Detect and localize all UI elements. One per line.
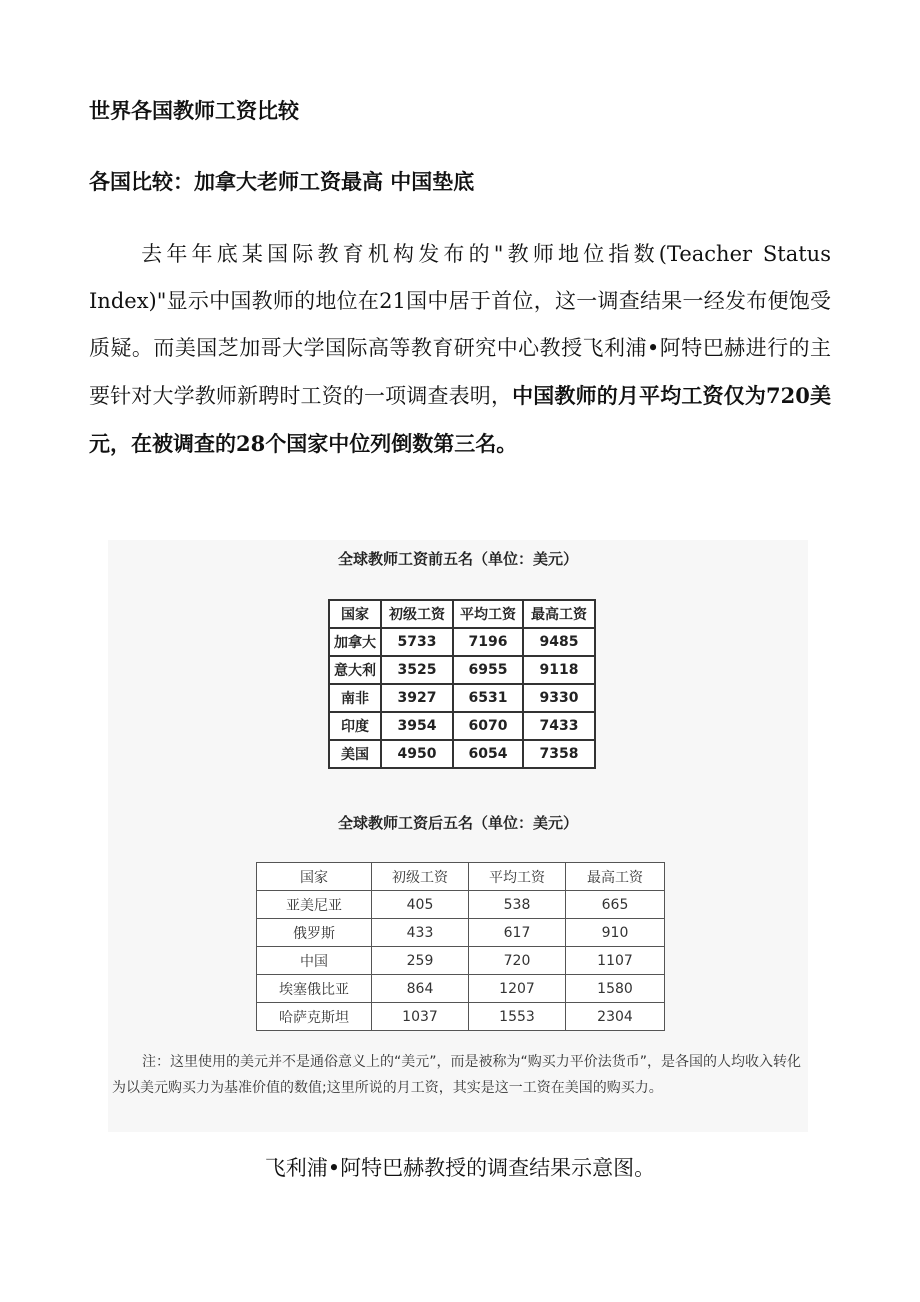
table-cell: 哈萨克斯坦 [257,1003,372,1031]
table-cell: 864 [372,975,469,1003]
table-cell: 9485 [523,628,595,656]
table-row [257,919,665,947]
table-cell: 3525 [381,656,453,684]
table-cell: 亚美尼亚 [257,891,372,919]
page-title: 世界各国教师工资比较 [89,98,299,123]
table-cell: 720 [469,947,566,975]
table-cell: 6531 [453,684,523,712]
table-cell: 3954 [381,712,453,740]
table-footnote [112,1049,802,1101]
header-cell: 平均工资 [453,600,523,628]
table-cell: 405 [372,891,469,919]
table-cell: 1207 [469,975,566,1003]
bottom-five-table [256,862,665,1031]
table-row [257,891,665,919]
table-cell: 7358 [523,740,595,768]
header-cell: 最高工资 [523,600,595,628]
table-cell: 538 [469,891,566,919]
table-cell: 910 [566,919,665,947]
table-cell: 中国 [257,947,372,975]
table-cell: 4950 [381,740,453,768]
table-row [329,628,595,656]
table-cell: 6070 [453,712,523,740]
table-cell: 259 [372,947,469,975]
table-cell: 埃塞俄比亚 [257,975,372,1003]
table-cell: 1107 [566,947,665,975]
paragraph-text: 去年年底某国际教育机构发布的"教师地位指数(Teacher Status Index)"显示中国教师的地位在21国中居于首位，这一调查结果一经发布便饱受质疑。而美国芝加哥大学国际高等教育研究中心教授飞利浦•阿特巴赫进行的主要针对大学教师新聘时工资的一项调查表明， [89,242,831,408]
top-table-caption: 全球教师工资前五名（单位：美元） [337,550,578,568]
header-cell: 初级工资 [381,600,453,628]
footnote-text: 注：这里使用的美元并不是通俗意义上的“美元”，而是被称为“购买力平价法货币”，是各国的人均收入转化为以美元购买力为基准价值的数值;这里所说的月工资，其实是这一工资在美国的购买力。 [112,1054,802,1096]
table-cell: 南非 [329,684,381,712]
table-cell: 美国 [329,740,381,768]
table-cell: 2304 [566,1003,665,1031]
header-cell: 最高工资 [566,863,665,891]
table-cell: 印度 [329,712,381,740]
table-row [329,684,595,712]
table-row [329,656,595,684]
top-five-table [328,599,596,769]
table-header-row [257,863,665,891]
table-cell: 意大利 [329,656,381,684]
table-cell: 加拿大 [329,628,381,656]
header-cell: 国家 [257,863,372,891]
table-cell: 7433 [523,712,595,740]
table-cell: 433 [372,919,469,947]
table-row [257,947,665,975]
table-cell: 617 [469,919,566,947]
table-cell: 6955 [453,656,523,684]
table-cell: 俄罗斯 [257,919,372,947]
table-cell: 9330 [523,684,595,712]
table-row [257,975,665,1003]
table-row [329,740,595,768]
table-cell: 7196 [453,628,523,656]
paragraph-bold-text: 中国教师的月平均工资仅为720美元，在被调查的28个国家中位列倒数第三名。 [89,383,831,456]
table-cell: 6054 [453,740,523,768]
table-cell: 1037 [372,1003,469,1031]
table-cell: 1553 [469,1003,566,1031]
table-cell: 665 [566,891,665,919]
table-row [329,712,595,740]
header-cell: 初级工资 [372,863,469,891]
bottom-table-caption: 全球教师工资后五名（单位：美元） [337,814,578,832]
table-cell: 9118 [523,656,595,684]
section-heading: 各国比较：加拿大老师工资最高 中国垫底 [89,169,475,194]
header-cell: 平均工资 [469,863,566,891]
intro-paragraph [89,231,831,468]
table-cell: 1580 [566,975,665,1003]
table-header-row [329,600,595,628]
table-row [257,1003,665,1031]
table-cell: 3927 [381,684,453,712]
header-cell: 国家 [329,600,381,628]
figure-caption: 飞利浦•阿特巴赫教授的调查结果示意图。 [264,1156,656,1180]
table-cell: 5733 [381,628,453,656]
salary-figure [108,540,808,1132]
